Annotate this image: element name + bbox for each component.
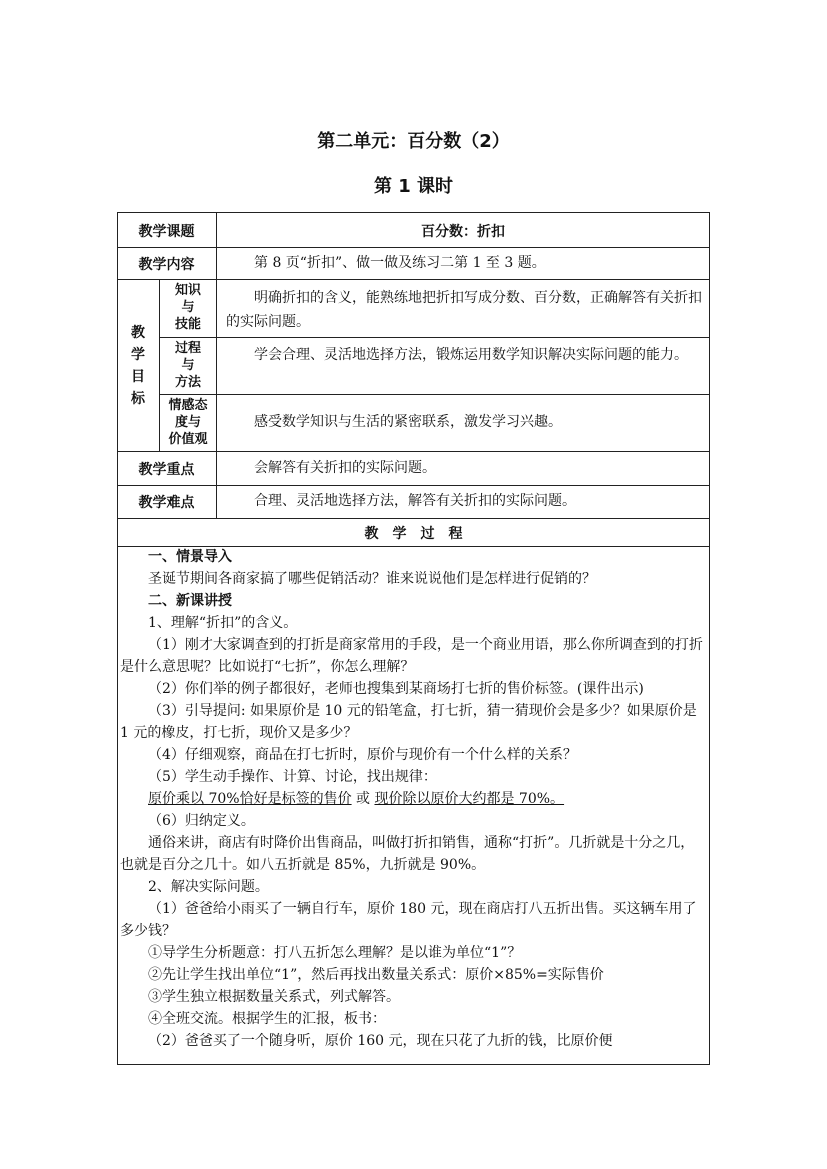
goal-process-label (160, 340, 216, 391)
goals-label-char: 学 (131, 347, 145, 363)
goal-label-line: 价值观 (168, 432, 208, 447)
goal-label-line: 情感态 (168, 398, 208, 413)
key-label: 教学重点 (138, 462, 195, 478)
paragraph: （1）刚才大家调查到的打折是商家常用的手段，是一个商业用语，那么你所调查到的打折是什么意思呢？比如说打“七折”，你怎么理解？ (120, 637, 703, 675)
goal-process-text: 学会合理、灵活地选择方法，锻炼运用数学知识解决实际问题的能力。 (254, 347, 688, 363)
topic-label: 教学课题 (138, 224, 195, 240)
goal-label-line: 度与 (174, 415, 201, 430)
content-label: 教学内容 (138, 257, 195, 273)
paragraph: 圣诞节期间各商家搞了哪些促销活动？谁来说说他们是怎样进行促销的？ (148, 571, 596, 587)
paragraph: 1、理解“折扣”的含义。 (148, 615, 298, 631)
goal-emotion-text: 感受数学知识与生活的紧密联系，激发学习兴趣。 (254, 414, 562, 430)
section-title: 二、新课讲授 (148, 593, 232, 609)
goals-label-char: 目 (131, 369, 145, 385)
goal-emotion-label (160, 397, 216, 448)
difficulty-value: 合理、灵活地选择方法，解答有关折扣的实际问题。 (254, 493, 576, 509)
content-value: 第 8 页“折扣”、做一做及练习二第 1 至 3 题。 (254, 255, 546, 271)
process-body (120, 546, 705, 1052)
goal-label-line: 技能 (174, 317, 201, 332)
goal-label-line: 与 (181, 358, 195, 373)
lesson-subtitle: 第 1 课时 (373, 176, 454, 197)
rule-line (120, 788, 705, 810)
paragraph: ②先让学生找出单位“1”，然后再找出数量关系式：原价×85%=实际售价 (148, 967, 604, 983)
row-divider (117, 279, 710, 280)
topic-value: 百分数：折扣 (421, 224, 505, 240)
paragraph: （5）学生动手操作、计算、讨论，找出规律： (148, 769, 437, 785)
paragraph: （2）你们举的例子都很好，老师也搜集到某商场打七折的售价标签。(课件出示) (148, 681, 644, 697)
row-divider (117, 451, 710, 452)
goals-label-char: 标 (131, 391, 145, 407)
paragraph: （2）爸爸买了一个随身听，原价 160 元，现在只花了九折的钱，比原价便 (148, 1033, 613, 1049)
row-divider (117, 247, 710, 248)
paragraph: （6）归纳定义。 (148, 813, 255, 829)
paragraph: ③学生独立根据数量关系式，列式解答。 (148, 989, 400, 1005)
paragraph: ④全班交流。根据学生的汇报，板书： (148, 1011, 386, 1027)
row-divider (117, 485, 710, 486)
key-value: 会解答有关折扣的实际问题。 (254, 460, 436, 476)
row-divider (117, 518, 710, 519)
row-divider (159, 394, 710, 395)
page-title: 第二单元：百分数（2） (317, 131, 510, 152)
goal-label-line: 过程 (174, 341, 201, 356)
paragraph: （3）引导提问: 如果原价是 10 元的铅笔盒，打七折，猜一猜现价会是多少？如果原价是 1 元的橡皮，打七折，现价又是多少？ (120, 703, 697, 741)
difficulty-label: 教学难点 (138, 495, 195, 511)
goal-label-line: 知识 (174, 283, 201, 298)
paragraph: ①导学生分析题意：打八五折怎么理解？是以谁为单位“1”？ (148, 945, 522, 961)
rule-a: 原价乘以 70%恰好是标签的售价 (148, 791, 352, 807)
goal-label-line: 与 (181, 300, 195, 315)
column-divider (216, 212, 217, 518)
paragraph: （1）爸爸给小雨买了一辆自行车，原价 180 元，现在商店打八五折出售。买这辆车用了多少钱？ (120, 901, 697, 939)
goals-label-char: 教 (131, 325, 145, 341)
paragraph: （4）仔细观察，商品在打七折时，原价与现价有一个什么样的关系？ (148, 747, 577, 763)
row-divider (159, 337, 710, 338)
rule-b: 现价除以原价大约都是 70%。 (374, 791, 565, 807)
goal-knowledge-label (160, 282, 216, 333)
goal-label-line: 方法 (174, 375, 201, 390)
goals-label (117, 322, 159, 410)
rule-or: 或 (356, 791, 371, 807)
process-header: 教 学 过 程 (364, 526, 463, 542)
section-title: 一、情景导入 (148, 549, 232, 565)
paragraph: 2、解决实际问题。 (148, 879, 269, 895)
goal-knowledge-text: 明确折扣的含义，能熟练地把折扣写成分数、百分数，正确解答有关折扣的实际问题。 (226, 290, 702, 330)
paragraph: 通俗来讲，商店有时降价出售商品，叫做打折扣销售，通称“打折”。几折就是十分之几，也就是百分之几十。如八五折就是 85%，九折就是 90%。 (120, 835, 695, 873)
